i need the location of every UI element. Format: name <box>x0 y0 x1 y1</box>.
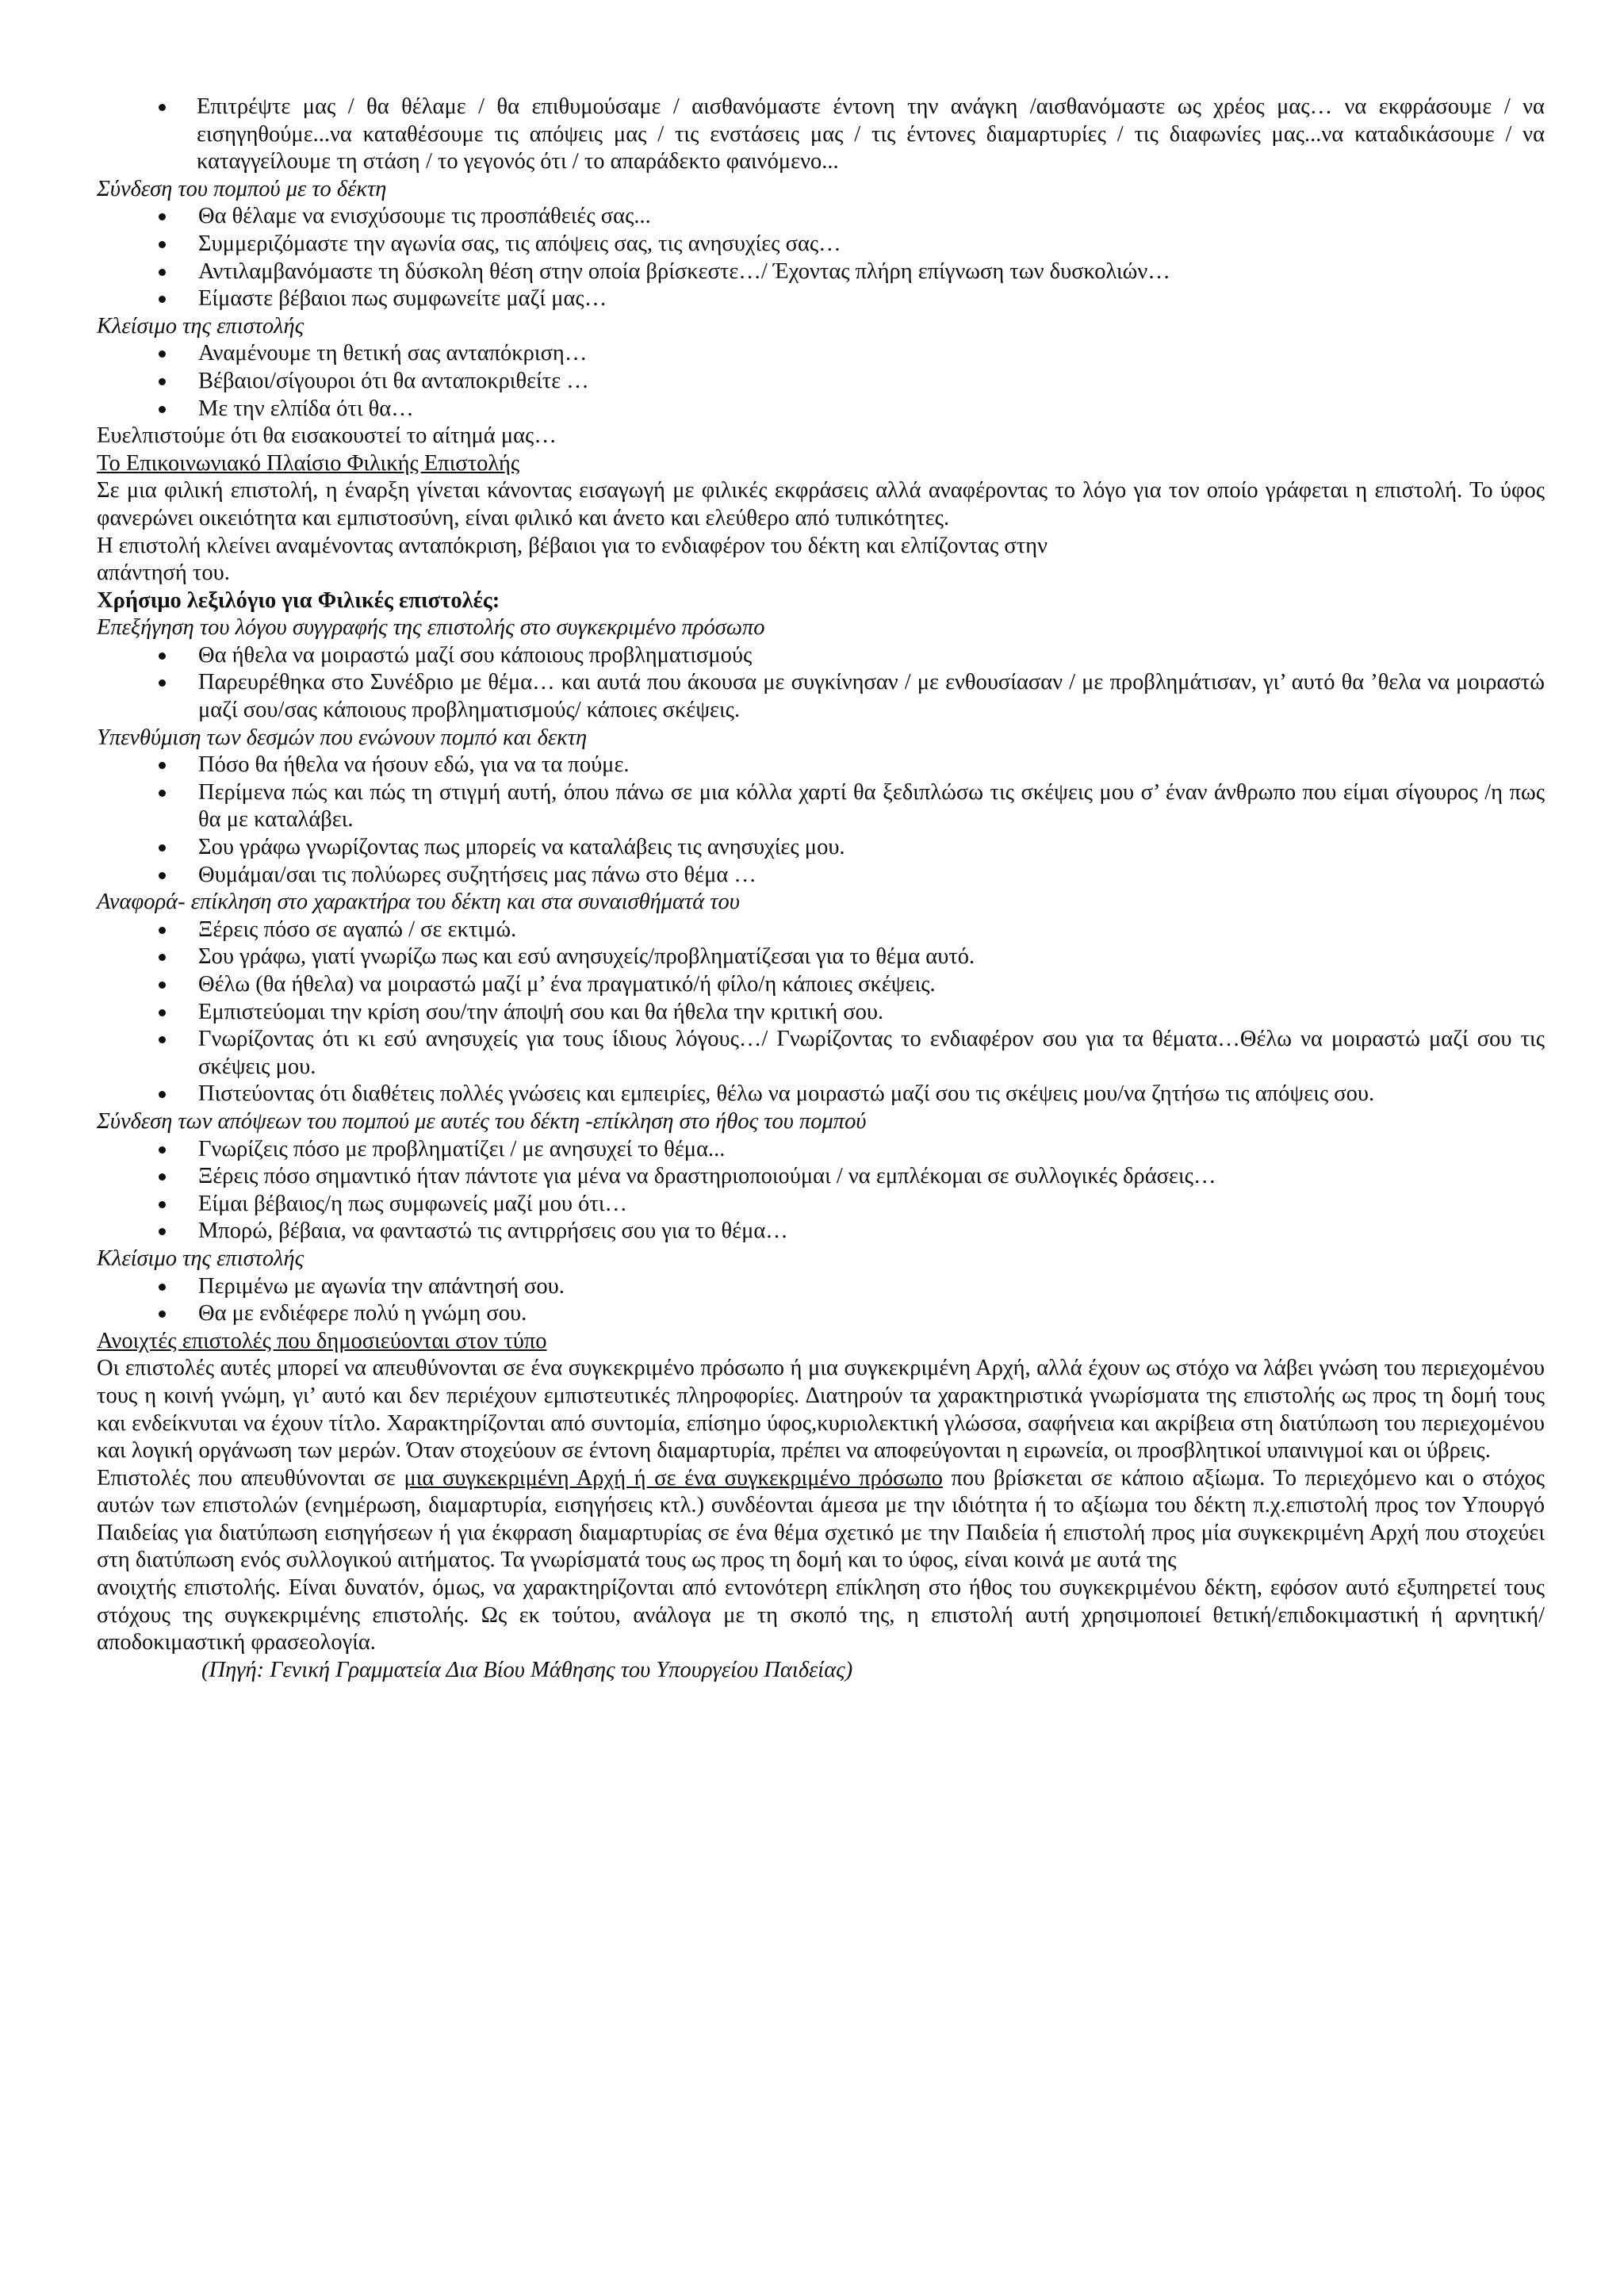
list-item: Ξέρεις πόσο σε αγαπώ / σε εκτιμώ. <box>97 916 1545 944</box>
section-heading-character: Αναφορά- επίκληση στο χαρακτήρα του δέκτη και στα συναισθήματά του <box>97 890 740 915</box>
list-item: Θυμάμαι/σαι τις πολύωρες συζητήσεις μας πάνω στο θέμα … <box>97 862 1545 890</box>
list-item: Βέβαιοι/σίγουροι ότι θα ανταποκριθείτε … <box>97 368 1545 396</box>
list-item: Με την ελπίδα ότι θα… <box>97 396 1545 423</box>
closing-list <box>97 340 1545 423</box>
section-heading-closing: Κλείσιμο της επιστολής <box>97 313 304 339</box>
list-item: Πόσο θα ήθελα να ήσουν εδώ, για να τα πούμε. <box>97 752 1545 779</box>
reason-list <box>97 642 1545 725</box>
views-list <box>97 1136 1545 1246</box>
section-heading-friendly-context: Το Επικοινωνιακό Πλαίσιο Φιλικής Επιστολής <box>97 450 520 476</box>
source-citation: (Πηγή: Γενική Γραμματεία Δια Βίου Μάθησης του Υπουργείου Παιδείας) <box>201 1657 853 1682</box>
list-item: Περίμενα πώς και πώς τη στιγμή αυτή, όπου πάνω σε μια κόλλα χαρτί θα ξεδιπλώσω τις σκέψεις μου σ’ έναν άνθρωπο που είμαι σίγουρος /η πως θα με καταλάβει. <box>97 779 1545 834</box>
paragraph: απάντησή του. <box>97 561 230 586</box>
section-heading-bonds: Υπενθύμιση των δεσμών που ενώνουν πομπό και δεκτη <box>97 725 588 750</box>
paragraph: Οι επιστολές αυτές μπορεί να απευθύνονται σε ένα συγκεκριμένο πρόσωπο ή μια συγκεκριμένη Αρχή, αλλά έχουν ως στόχο να λάβει γνώση του περιεχομένου τους η κοινή γνώμη, γι’ αυτό και δεν περιέχουν εμπιστευτικές πληροφορίες. Διατηρούν τα χαρακτηριστικά γνωρίσματα της επιστολής ως προς τη δομή τους και ενδείκνυται να έχουν τίτλο. Χαρακτηρίζονται από συντομία, επίσημο ύφος,κυριολεκτική γλώσσα, σαφήνεια και ακρίβεια στη διατύπωση του περιεχομένου και λογική οργάνωση των μερών. Όταν στοχεύουν σε έντονη διαμαρτυρία, πρέπει να αποφεύγονται η ειρωνεία, οι προσβλητικοί υπαινιγμοί και οι ύβρεις. <box>97 1356 1545 1464</box>
section-heading-closing: Κλείσιμο της επιστολής <box>97 1246 304 1271</box>
list-item: Θέλω (θα ήθελα) να μοιραστώ μαζί μ’ ένα πραγματικό/ή φίλο/η κάποιες σκέψεις. <box>97 971 1545 999</box>
list-item: Θα θέλαμε να ενισχύσουμε τις προσπάθειές σας... <box>97 203 1545 231</box>
paragraph: Η επιστολή κλείνει αναμένοντας ανταπόκριση, βέβαιοι για το ενδιαφέρον του δέκτη και ελπίζοντας στην <box>97 533 1048 558</box>
section-heading-sender-link: Σύνδεση του πομπού με το δέκτη <box>97 176 387 201</box>
list-item: Θα με ενδιέφερε πολύ η γνώμη σου. <box>97 1300 1545 1328</box>
paragraph: Σε μια φιλική επιστολή, η έναρξη γίνεται κάνοντας εισαγωγή με φιλικές εκφράσεις αλλά αναφέροντας το λόγο για τον οποίο γράφεται η επιστολή. Το ύφος φανερώνει οικειότητα και εμπιστοσύνη, είναι φιλικό και άνετο και ελεύθερο από τυπικότητες. <box>97 478 1545 530</box>
paragraph <box>97 1465 1545 1575</box>
character-list <box>97 916 1545 1108</box>
list-item: Ξέρεις πόσο σημαντικό ήταν πάντοτε για μένα να δραστηριοποιούμαι / να εμπλέκομαι σε συλλογικές δράσεις… <box>97 1163 1545 1191</box>
paragraph-lead: Επιστολές που απευθύνονται σε <box>97 1465 404 1490</box>
list-item: Αντιλαμβανόμαστε τη δύσκολη θέση στην οποία βρίσκεστε…/ Έχοντας πλήρη επίγνωση των δυσκολιών… <box>97 258 1545 286</box>
list-item: Γνωρίζεις πόσο με προβληματίζει / με ανησυχεί το θέμα... <box>97 1136 1545 1164</box>
section-heading-views: Σύνδεση των απόψεων του πομπού με αυτές του δέκτη -επίκληση στο ήθος του πομπού <box>97 1108 867 1134</box>
list-item: Σου γράφω γνωρίζοντας πως μπορείς να καταλάβεις τις ανησυχίες μου. <box>97 834 1545 862</box>
list-item: Συμμεριζόμαστε την αγωνία σας, τις απόψεις σας, τις ανησυχίες σας… <box>97 231 1545 258</box>
paragraph: ανοιχτής επιστολής. Είναι δυνατόν, όμως, να χαρακτηρίζονται από εντονότερη επίκληση στο ήθος του συγκεκριμένου δέκτη, εφόσον αυτό εξυπηρετεί τους στόχους της συγκεκριμένης επιστολής. Ως εκ τούτου, ανάλογα με τη σκοπό της, η επιστολή αυτή χρησιμοποιεί θετική/επιδοκιμαστική ή αρνητική/αποδοκιμαστική φρασεολογία. <box>97 1575 1545 1655</box>
closing-list <box>97 1273 1545 1328</box>
list-item: Πιστεύοντας ότι διαθέτεις πολλές γνώσεις και εμπειρίες, θέλω να μοιραστώ μαζί σου τις σκέψεις μου/να ζητήσω τις απόψεις σου. <box>97 1081 1545 1108</box>
list-item: Περιμένω με αγωνία την απάντησή σου. <box>97 1273 1545 1301</box>
list-item: Γνωρίζοντας ότι κι εσύ ανησυχείς για τους ίδιους λόγους…/ Γνωρίζοντας το ενδιαφέρον σου για τα θέματα…Θέλω να μοιραστώ μαζί σου τις σκέψεις μου. <box>97 1026 1545 1081</box>
list-item: Παρευρέθηκα στο Συνέδριο με θέμα… και αυτά που άκουσα με συγκίνησαν / με ενθουσίασαν / με προβλημάτισαν, γι’ αυτό θα ’θελα να μοιραστώ μαζί σου/σας κάποιους προβληματισμούς/ κάποιες σκέψεις. <box>97 669 1545 724</box>
intro-bullet-list <box>97 94 1545 176</box>
paragraph-rest: που βρίσκεται σε κάποιο αξίωμα. Το περιεχόμενο και ο στόχος αυτών των επιστολών (ενημέρωση, διαμαρτυρία, εισηγήσεις κτλ.) συνδέονται άμεσα με την ιδιότητα ή το αξίωμα του δέκτη π.χ.επιστολή προς τον Υπουργό Παιδείας για διατύπωση εισηγήσεων ή για έκφραση διαμαρτυρίας σε ένα θέμα σχετικό με την Παιδεία ή επιστολή προς μία συγκεκριμένη Αρχή που στοχεύει στη διατύπωση ενός συλλογικού αιτήματος. Τα γνωρίσματά τους ως προς τη δομή και το ύφος, είναι κοινά με αυτά της <box>97 1465 1545 1573</box>
bonds-list <box>97 752 1545 889</box>
section-heading-open-letters: Ανοιχτές επιστολές που δημοσιεύονται στον τύπο <box>97 1328 547 1353</box>
list-item: Μπορώ, βέβαια, να φανταστώ τις αντιρρήσεις σου για το θέμα… <box>97 1218 1545 1246</box>
list-item: Εμπιστεύομαι την κρίση σου/την άποψή σου και θα ήθελα την κριτική σου. <box>97 999 1545 1027</box>
list-item: Σου γράφω, γιατί γνωρίζω πως και εσύ ανησυχείς/προβληματίζεσαι για το θέμα αυτό. <box>97 943 1545 971</box>
sender-link-list <box>97 203 1545 312</box>
closing-line: Ευελπιστούμε ότι θα εισακουστεί το αίτημά μας… <box>97 423 557 449</box>
underlined-phrase: μια συγκεκριμένη Αρχή ή σε ένα συγκεκριμένο πρόσωπο <box>404 1465 943 1490</box>
list-item: Θα ήθελα να μοιραστώ μαζί σου κάποιους προβληματισμούς <box>97 642 1545 670</box>
vocabulary-heading: Χρήσιμο λεξιλόγιο για Φιλικές επιστολές: <box>97 587 500 613</box>
list-item: Είμαστε βέβαιοι πως συμφωνείτε μαζί μας… <box>97 285 1545 313</box>
list-item: Είμαι βέβαιος/η πως συμφωνείς μαζί μου ότι… <box>97 1191 1545 1219</box>
list-item: Αναμένουμε τη θετική σας ανταπόκριση… <box>97 340 1545 368</box>
section-heading-reason: Επεξήγηση του λόγου συγγραφής της επιστολής στο συγκεκριμένο πρόσωπο <box>97 615 765 641</box>
list-item: Επιτρέψτε μας / θα θέλαμε / θα επιθυμούσαμε / αισθανόμαστε έντονη την ανάγκη /αισθανόμαστε ως χρέος μας… να εκφράσουμε / να εισηγηθούμε...να καταθέσουμε τις απόψεις μας / τις ενστάσεις μας / τις έντονες διαμαρτυρίες / τις διαφωνίες μας...να καταδικάσουμε / να καταγγείλουμε τη στάση / το γεγονός ότι / το απαράδεκτο φαινόμενο... <box>97 94 1545 176</box>
